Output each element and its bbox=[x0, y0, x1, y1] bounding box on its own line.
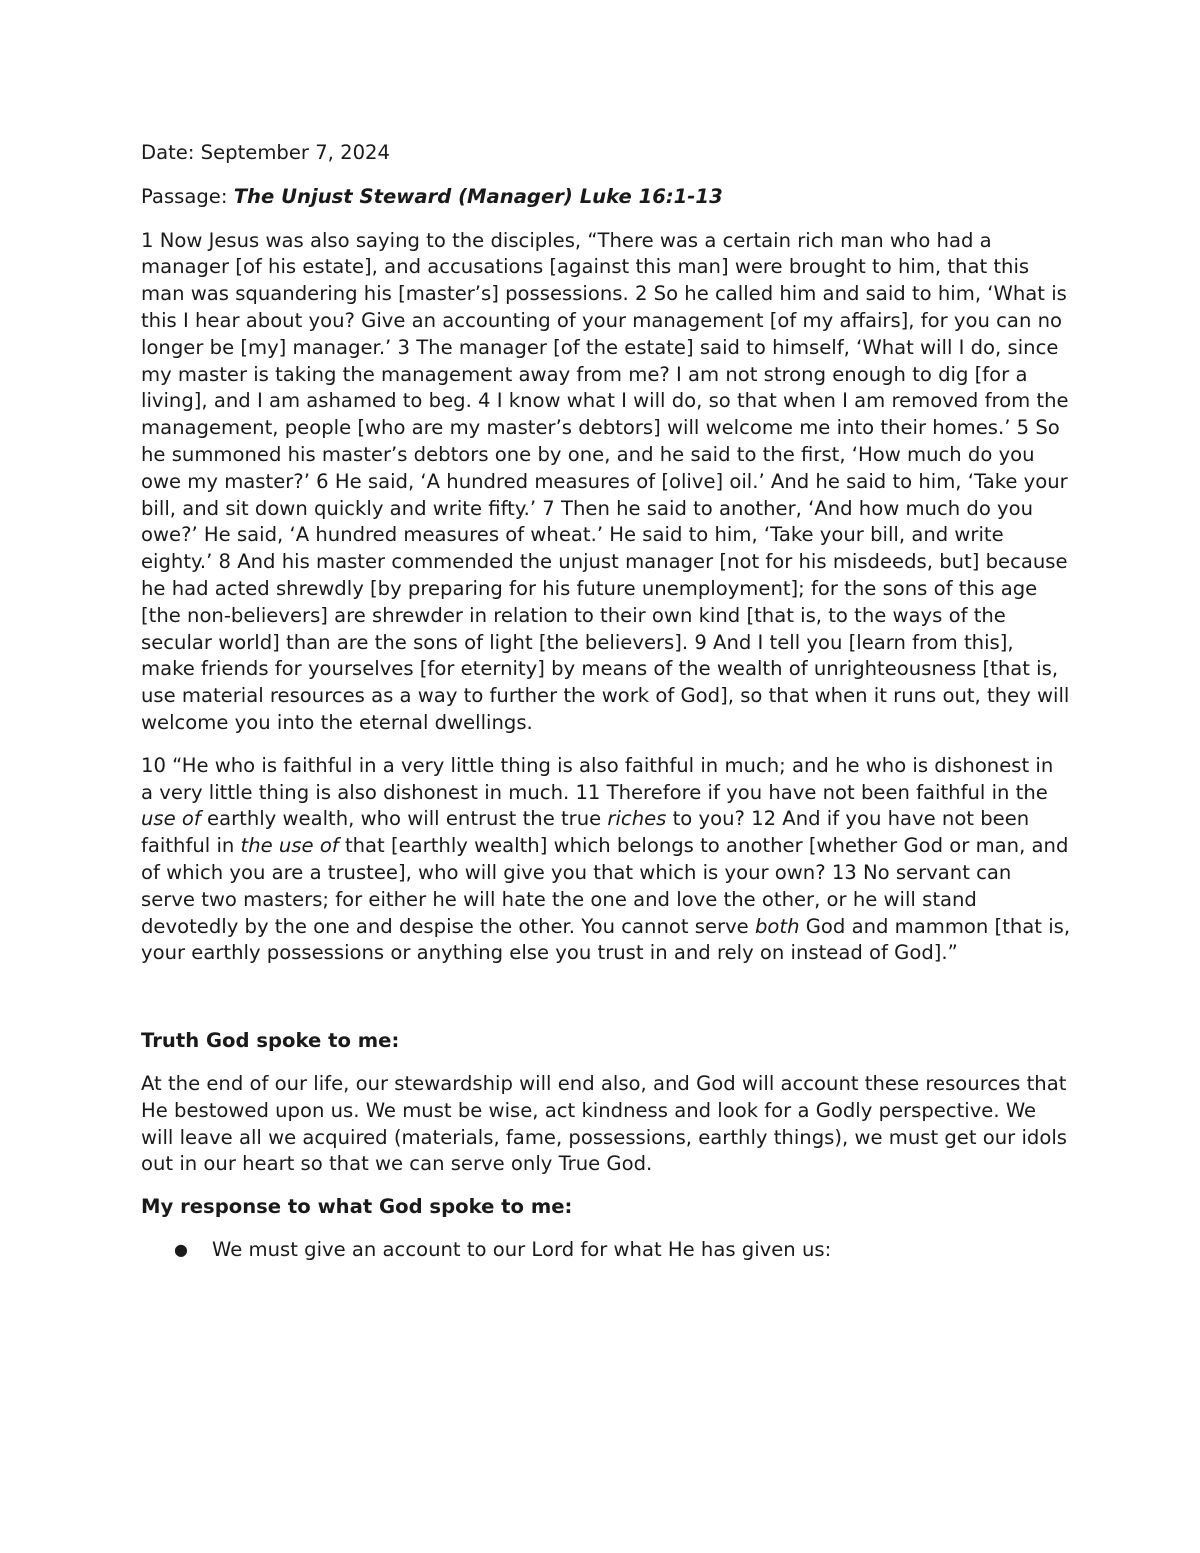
scripture-italic: both bbox=[754, 914, 800, 938]
truth-heading: Truth God spoke to me: bbox=[141, 1029, 400, 1053]
scripture-text: God and mammon [that is, your earthly possessions or anything else you trust in and rely on instead of God].” bbox=[141, 914, 1071, 965]
scripture-text: 10 “He who is faithful in a very little thing is also faithful in much; and he who is dishonest in a very little thing is also dishonest in much. 11 Therefore if you have not been faithful in the bbox=[141, 753, 1054, 804]
list-item-text: We must give an account to our Lord for what He has given us: bbox=[212, 1237, 832, 1261]
scripture-italic: riches bbox=[607, 807, 667, 831]
passage-label: Passage: bbox=[141, 184, 234, 208]
section-spacer bbox=[141, 983, 1071, 1028]
response-heading: My response to what God spoke to me: bbox=[141, 1195, 573, 1219]
list-item bbox=[141, 1237, 1071, 1264]
passage-title: The Unjust Steward (Manager) Luke 16:1-13 bbox=[233, 184, 723, 208]
passage-line bbox=[141, 184, 1071, 211]
scripture-paragraph-1: 1 Now Jesus was also saying to the disciples, “There was a certain rich man who had a manager [of his estate], and accusations [against this man] were brought to him, that this man was squandering his [master’s] possessions. 2 So he called him and said to him, ‘What is this I hear about you? Give an accounting of your management [of my affairs], for you can no longer be [my] manager.’ 3 The manager [of the estate] said to himself, ‘What will I do, since my master is taking the management away from me? I am not strong enough to dig [for a living], and I am ashamed to beg. 4 I know what I will do, so that when I am removed from the management, people [who are my master’s debtors] will welcome me into their homes.’ 5 So he summoned his master’s debtors one by one, and he said to the first, ‘How much do you owe my master?’ 6 He said, ‘A hundred measures of [olive] oil.’ And he said to him, ‘Take your bill, and sit down quickly and write fifty.’ 7 Then he said to another, ‘And how much do you owe?’ He said, ‘A hundred measures of wheat.’ He said to him, ‘Take your bill, and write eighty.’ 8 And his master commended the unjust manager [not for his misdeeds, but] because he had acted shrewdly [by preparing for his future unemployment]; for the sons of this age [the non-believers] are shrewder in relation to their own kind [that is, to the ways of the secular world] than are the sons of light [the believers]. 9 And I tell you [learn from this], make friends for yourselves [for eternity] by means of the wealth of unrighteousness [that is, use material resources as a way to further the work of God], so that when it runs out, they will welcome you into the eternal dwellings. bbox=[141, 228, 1070, 734]
date-value: September 7, 2024 bbox=[200, 141, 390, 164]
truth-body: At the end of our life, our stewardship will end also, and God will account these resources that He bestowed upon us. We must be wise, act kindness and look for a Godly perspective. We will leave all we acquired (materials, fame, possessions, earthly things), we must get our idols out in our heart so that we can serve only True God. bbox=[141, 1071, 1067, 1176]
bullet-icon: ● bbox=[174, 1239, 188, 1259]
date-label: Date: bbox=[141, 141, 201, 164]
scripture-text: to you? 12 And if you have not been faithful in bbox=[141, 807, 1030, 858]
scripture-text: earthly wealth, who will entrust the true bbox=[200, 807, 608, 831]
scripture-paragraph-2 bbox=[141, 753, 1071, 967]
scripture-text: that [earthly wealth] which belongs to another [whether God or man, and of which you are a trustee], who will give you that which is your own? 13 No servant can serve two masters; for either he will hate the one and love the other, or he will stand devotedly by the one and despise the other. You cannot serve bbox=[141, 834, 1069, 938]
date-line bbox=[141, 140, 1071, 167]
document-page bbox=[141, 140, 1071, 1264]
scripture-italic: the use of bbox=[240, 834, 339, 858]
response-list bbox=[141, 1237, 1071, 1264]
scripture-italic: use of bbox=[141, 807, 201, 831]
